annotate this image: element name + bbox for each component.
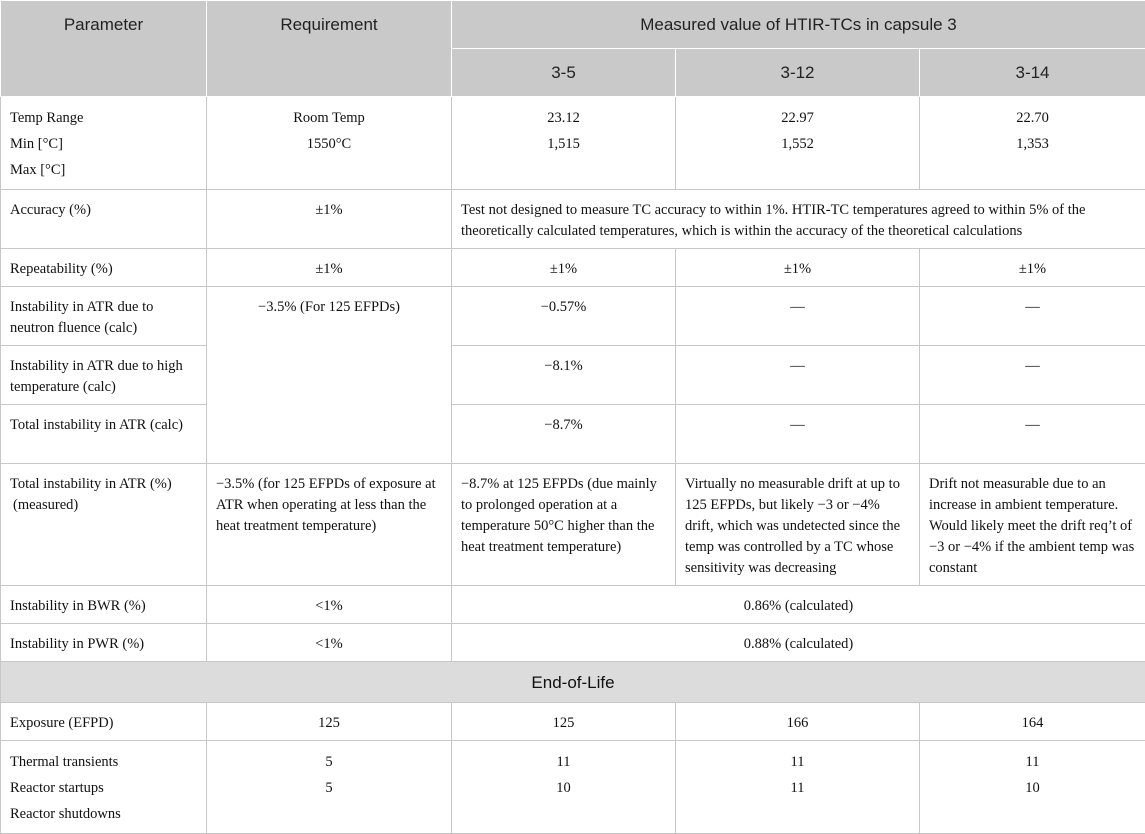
table-row [1, 249, 1145, 287]
cell-value: — [676, 346, 920, 405]
value-line: 11 [685, 749, 910, 775]
cell-value [920, 741, 1145, 834]
cell-value [676, 741, 920, 834]
cell-param: Instability in PWR (%) [1, 624, 207, 662]
cell-value: Drift not measurable due to an increase in ambient temperature. Would likely meet the drift req’t of −3 or −4% if the ambient temp was constant [920, 464, 1145, 586]
cell-requirement: −3.5% (for 125 EFPDs of exposure at ATR when operating at less than the heat treatment temperature) [207, 464, 452, 586]
value-line: Room Temp [216, 105, 442, 131]
cell-value: ±1% [920, 249, 1145, 287]
table-row [1, 703, 1145, 741]
value-line: 23.12 [461, 105, 666, 131]
cell-param: Instability in BWR (%) [1, 586, 207, 624]
value-line: 1,353 [929, 131, 1136, 157]
param-line: Max [°C] [10, 157, 197, 183]
section-header-row [1, 662, 1145, 703]
cell-param [1, 97, 207, 190]
value-line: 5 [216, 749, 442, 775]
cell-param: Instability in ATR due to high temperature (calc) [1, 346, 207, 405]
value-line: 11 [929, 749, 1136, 775]
cell-value [452, 97, 676, 190]
cell-requirement: <1% [207, 586, 452, 624]
cell-requirement [207, 97, 452, 190]
param-line: Thermal transients [10, 749, 197, 775]
cell-param [1, 741, 207, 834]
table-row [1, 741, 1145, 834]
value-line: 5 [216, 775, 442, 801]
table-row [1, 190, 1145, 249]
cell-requirement: ±1% [207, 190, 452, 249]
cell-value [920, 97, 1145, 190]
cell-param: Repeatability (%) [1, 249, 207, 287]
table-row [1, 287, 1145, 346]
table-row [1, 624, 1145, 662]
table-row [1, 346, 1145, 405]
table-row [1, 405, 1145, 464]
cell-value: — [676, 405, 920, 464]
cell-value: ±1% [452, 249, 676, 287]
cell-param [1, 464, 207, 586]
cell-value: 125 [452, 703, 676, 741]
cell-value: Test not designed to measure TC accuracy to within 1%. HTIR-TC temperatures agreed to within 5% of the theoretically calculated temperatures, which is within the accuracy of the theoretical calculations [452, 190, 1145, 249]
cell-value: −8.1% [452, 346, 676, 405]
cell-value: — [920, 405, 1145, 464]
value-line: 1,515 [461, 131, 666, 157]
cell-value: 166 [676, 703, 920, 741]
cell-value [452, 741, 676, 834]
value-line: 1,552 [685, 131, 910, 157]
header-requirement: Requirement [207, 1, 452, 97]
cell-param: Instability in ATR due to neutron fluence (calc) [1, 287, 207, 346]
cell-requirement [207, 741, 452, 834]
cell-value: 0.86% (calculated) [452, 586, 1145, 624]
table-row [1, 97, 1145, 190]
cell-value: −8.7% at 125 EFPDs (due mainly to prolonged operation at a temperature 50°C higher than the heat treatment temperature) [452, 464, 676, 586]
cell-value: — [920, 346, 1145, 405]
param-line: Min [°C] [10, 131, 197, 157]
cell-value: Virtually no measurable drift at up to 125 EFPDs, but likely −3 or −4% drift, which was undetected since the temp was controlled by a TC whose sensitivity was decreasing [676, 464, 920, 586]
cell-param: Exposure (EFPD) [1, 703, 207, 741]
cell-value: 0.88% (calculated) [452, 624, 1145, 662]
cell-value [676, 97, 920, 190]
header-parameter: Parameter [1, 1, 207, 97]
value-line: 10 [929, 775, 1136, 801]
cell-value: — [920, 287, 1145, 346]
value-line: 11 [685, 775, 910, 801]
header-col-3-12: 3-12 [676, 49, 920, 97]
cell-requirement: 125 [207, 703, 452, 741]
param-line: Temp Range [10, 105, 197, 131]
section-title: End-of-Life [1, 662, 1145, 703]
cell-value: −8.7% [452, 405, 676, 464]
cell-requirement: −3.5% (For 125 EFPDs) [207, 287, 452, 464]
cell-value: — [676, 287, 920, 346]
value-line: 10 [461, 775, 666, 801]
cell-requirement: <1% [207, 624, 452, 662]
value-line: 11 [461, 749, 666, 775]
param-line: Reactor shutdowns [10, 801, 197, 827]
table-row [1, 586, 1145, 624]
param-line: Total instability in ATR (%) [10, 474, 197, 495]
cell-value: −0.57% [452, 287, 676, 346]
table-row [1, 464, 1145, 586]
param-line: (measured) [10, 495, 197, 516]
header-col-3-5: 3-5 [452, 49, 676, 97]
header-col-3-14: 3-14 [920, 49, 1145, 97]
cell-param: Total instability in ATR (calc) [1, 405, 207, 464]
param-line: Reactor startups [10, 775, 197, 801]
cell-value: 164 [920, 703, 1145, 741]
cell-param: Accuracy (%) [1, 190, 207, 249]
value-line: 1550°C [216, 131, 442, 157]
cell-requirement: ±1% [207, 249, 452, 287]
header-measured: Measured value of HTIR-TCs in capsule 3 [452, 1, 1145, 49]
value-line: 22.97 [685, 105, 910, 131]
cell-value: ±1% [676, 249, 920, 287]
value-line: 22.70 [929, 105, 1136, 131]
